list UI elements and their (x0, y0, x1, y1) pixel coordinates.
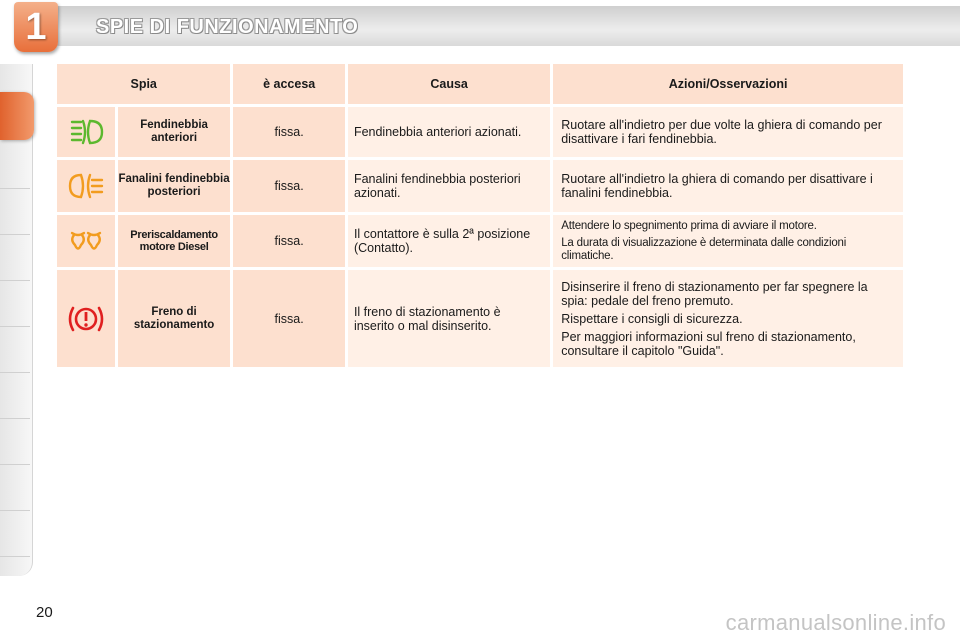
page-number: 20 (36, 604, 53, 621)
warning-cause: Il freno di stazionamento è inserito o mal disinserito. (348, 270, 550, 367)
warning-state: fissa. (233, 160, 345, 212)
front-fog-lamp-icon (57, 107, 115, 157)
column-header-spia: Spia (57, 64, 230, 104)
warning-state: fissa. (233, 270, 345, 367)
action-text: Attendere lo spegnimento prima di avviare il motore. (561, 219, 817, 232)
chapter-tab[interactable] (0, 374, 30, 419)
column-header-accesa: è accesa (233, 64, 345, 104)
warning-name: Fanalini fendinebbia posteriori (118, 160, 231, 212)
table-row (57, 270, 903, 367)
chapter-tab[interactable] (0, 282, 30, 327)
warning-cause: Il contattore è sulla 2ª posizione (Contatto). (348, 215, 550, 267)
action-text: Per maggiori informazioni sul freno di stazionamento, consultare il capitolo "Guida". (561, 329, 856, 358)
chapter-tab-active[interactable] (0, 92, 34, 140)
warning-actions (553, 270, 903, 367)
warning-actions (553, 107, 903, 157)
warning-name: Freno di stazionamento (118, 270, 231, 367)
parking-brake-icon (57, 270, 115, 367)
chapter-tab[interactable] (0, 144, 30, 189)
warning-name: Fendinebbia anteriori (118, 107, 231, 157)
warning-lights-table (57, 64, 903, 370)
column-header-causa: Causa (348, 64, 550, 104)
chapter-tab[interactable] (0, 420, 30, 465)
table-row (57, 107, 903, 157)
action-text: Disinserire il freno di stazionamento per far spegnere la spia: pedale del freno premuto. (561, 279, 868, 308)
page-header (0, 0, 960, 58)
table-row (57, 160, 903, 212)
chapter-tab[interactable] (0, 190, 30, 235)
chapter-tab[interactable] (0, 328, 30, 373)
warning-state: fissa. (233, 215, 345, 267)
page-title: SPIE DI FUNZIONAMENTO (96, 16, 359, 38)
action-text: Ruotare all'indietro per due volte la ghiera di comando per disattivare i fari fendinebbia. (561, 118, 882, 146)
column-header-azioni: Azioni/Osservazioni (553, 64, 903, 104)
watermark: carmanualsonline.info (725, 610, 946, 635)
warning-state: fissa. (233, 107, 345, 157)
chapter-tab[interactable] (0, 236, 30, 281)
table-row (57, 215, 903, 267)
warning-cause: Fanalini fendinebbia posteriori azionati. (348, 160, 550, 212)
glow-plug-icon (57, 215, 115, 267)
action-text: Rispettare i consigli di sicurezza. (561, 311, 743, 326)
rear-fog-lamp-icon (57, 160, 115, 212)
action-text: Ruotare all'indietro la ghiera di comando per disattivare i fanalini fendinebbia. (561, 172, 873, 200)
warning-name: Preriscaldamento motore Diesel (118, 215, 231, 267)
chapter-number: 1 (14, 2, 58, 52)
warning-actions (553, 160, 903, 212)
warning-actions (553, 215, 903, 267)
chapter-tabs-strip (0, 64, 33, 576)
warning-cause: Fendinebbia anteriori azionati. (348, 107, 550, 157)
chapter-tab[interactable] (0, 466, 30, 511)
action-text: La durata di visualizzazione è determinata dalle condizioni climatiche. (561, 236, 847, 262)
chapter-tab[interactable] (0, 512, 30, 557)
table-header-row (57, 64, 903, 104)
